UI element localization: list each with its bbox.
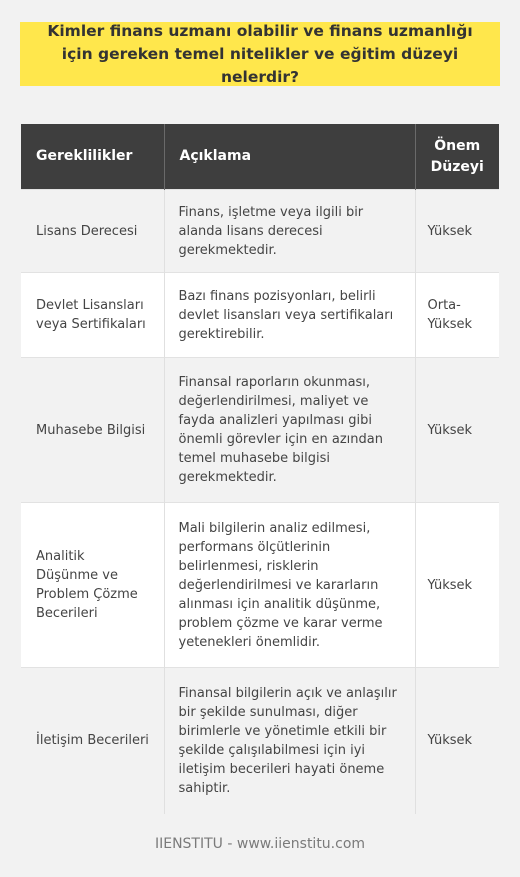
table-row (21, 668, 499, 814)
requirement-cell: Analitik Düşünme ve Problem Çözme Becerileri (21, 503, 164, 668)
table-row (21, 358, 499, 503)
description-cell: Finans, işletme veya ilgili bir alanda lisans derecesi gerekmektedir. (164, 190, 415, 273)
requirement-cell: Lisans Derecesi (21, 190, 164, 273)
importance-cell: Yüksek (415, 503, 499, 668)
table-header-row (21, 124, 499, 190)
column-header-requirements: Gereklilikler (21, 124, 164, 190)
description-cell: Bazı finans pozisyonları, belirli devlet lisansları veya sertifikaları gerektirebilir. (164, 273, 415, 358)
table-row (21, 190, 499, 273)
importance-cell: Yüksek (415, 668, 499, 814)
column-header-description: Açıklama (164, 124, 415, 190)
footer-credit: IIENSTITU - www.iienstitu.com (154, 836, 366, 852)
importance-cell: Yüksek (415, 358, 499, 503)
importance-cell: Orta-Yüksek (415, 273, 499, 358)
description-cell: Finansal bilgilerin açık ve anlaşılır bir şekilde sunulması, diğer birimlerle ve yönetimle etkili bir şekilde çalışılabilmesi için iyi iletişim becerileri hayati öneme sahiptir. (164, 668, 415, 814)
column-header-importance: Önem Düzeyi (415, 124, 499, 190)
title-banner (20, 22, 500, 86)
requirement-cell: Muhasebe Bilgisi (21, 358, 164, 503)
importance-cell: Yüksek (415, 190, 499, 273)
table-row (21, 273, 499, 358)
page-title: Kimler finans uzmanı olabilir ve finans uzmanlığı için gereken temel nitelikler ve eğitim düzeyi nelerdir? (47, 21, 473, 86)
description-cell: Finansal raporların okunması, değerlendirilmesi, maliyet ve fayda analizleri yapılması gibi önemli görevler için en azından temel muhasebe bilgisi gerekmektedir. (164, 358, 415, 503)
requirement-cell: İletişim Becerileri (21, 668, 164, 814)
table-row (21, 503, 499, 668)
description-cell: Mali bilgilerin analiz edilmesi, performans ölçütlerinin belirlenmesi, risklerin değerlendirilmesi ve kararların alınması için analitik düşünme, problem çözme ve karar verme yetenekleri önemlidir. (164, 503, 415, 668)
requirements-table (21, 124, 499, 814)
requirement-cell: Devlet Lisansları veya Sertifikaları (21, 273, 164, 358)
